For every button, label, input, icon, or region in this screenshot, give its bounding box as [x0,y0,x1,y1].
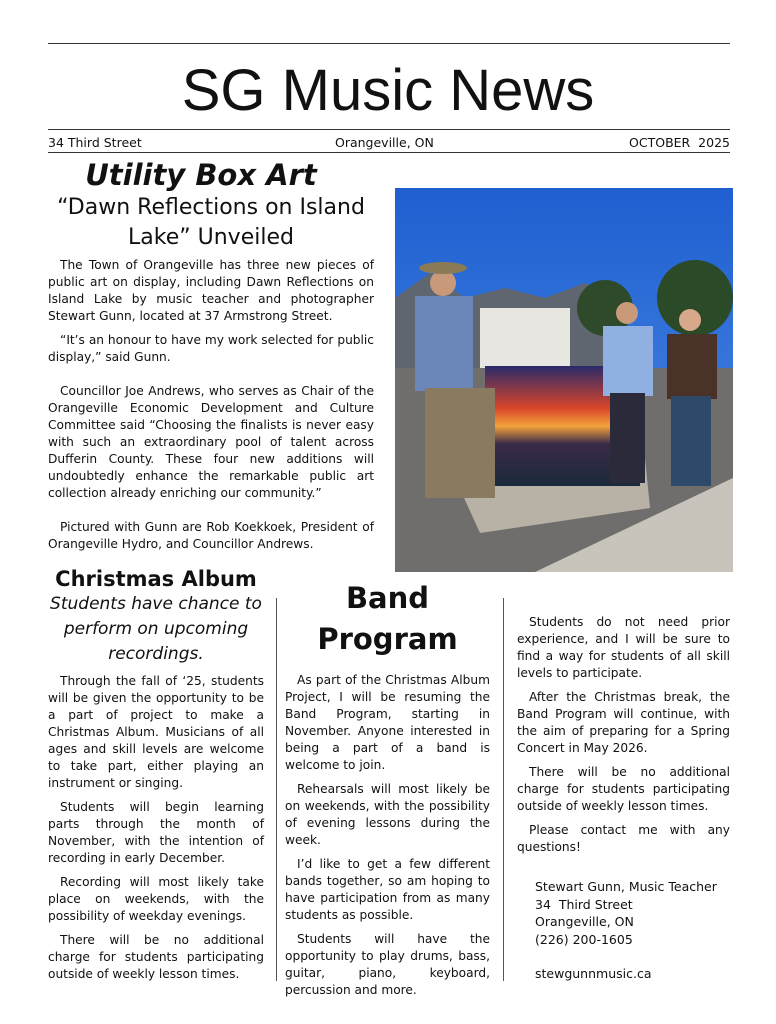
address: 34 Third Street [48,135,142,150]
paragraph: Please contact me with any questions! [517,823,730,854]
article-subheading: Students have chance to perform on upcoming recordings. [50,594,262,664]
info-rule-bottom [48,152,730,153]
paragraph: Students will have the opportunity to play drums, bass, guitar, piano, keyboard, percussion and more. [285,932,490,997]
info-rule-top [48,129,730,130]
contact-phone: (226) 200-1605 [535,931,633,947]
article-heading: Band Program [317,581,458,656]
column-divider [503,598,504,981]
city: Orangeville, ON [335,135,434,150]
paragraph: Pictured with Gunn are Rob Koekkoek, President of Orangeville Hydro, and Councillor Andrews. [48,520,374,551]
paragraph: Rehearsals will most likely be on weekends, with the possibility of evening lessons during the week. [285,782,490,847]
newsletter-title: SG Music News [181,58,595,123]
paragraph: There will be no additional charge for students participating outside of weekly lesson times. [517,765,730,813]
paragraph: I’d like to get a few different bands together, so am hoping to have participation from as many students as possible. [285,857,490,922]
utility-box-photo [395,188,733,572]
article-subheading: “Dawn Reflections on Island Lake” Unveiled [57,195,365,250]
paragraph: Councillor Joe Andrews, who serves as Chair of the Orangeville Economic Development and Culture Committee said “Choosing the finalists is never easy with such an extraordinary pool of talent across Dufferin County. These four new additions will undoubtedly enhance the remarkable public art collection already enriching our community.” [48,384,374,500]
issue-date: OCTOBER 2025 [629,135,730,150]
paragraph: Through the fall of ‘25, students will be given the opportunity to be a part of project to make a Christmas Album. Musicians of all ages and skill levels are welcome to take part, either playing an instrument or singing. [48,674,264,790]
paragraph: Recording will most likely take place on weekends, with the possibility of weekday evenings. [48,875,264,923]
paragraph: Students do not need prior experience, and I will be sure to find a way for students of all skill levels to participate. [517,615,730,680]
column-divider [276,598,277,981]
contact-website[interactable]: stewgunnmusic.ca [535,966,652,981]
article-heading: Utility Box Art [85,158,317,192]
contact-city: Orangeville, ON [535,914,634,929]
paragraph: There will be no additional charge for students participating outside of weekly lesson times. [48,933,264,981]
paragraph: “It’s an honour to have my work selected for public display,” said Gunn. [48,333,374,364]
paragraph: As part of the Christmas Album Project, I will be resuming the Band Program, starting in November. Anyone interested in being a part of a band is welcome to join. [285,673,490,772]
christmas-album-article [48,566,264,983]
contact-name: Stewart Gunn, Music Teacher [535,879,717,894]
band-program-continued [517,614,730,983]
utility-box-article [48,157,374,553]
band-program-article [285,578,490,999]
paragraph: After the Christmas break, the Band Program will continue, with the aim of preparing for a Spring Concert in May 2026. [517,690,730,755]
paragraph: Students will begin learning parts through the month of November, with the intention of recording in early December. [48,800,264,865]
article-heading: Christmas Album [55,567,257,591]
contact-street: 34 Third Street [535,896,633,912]
top-rule [48,43,730,44]
paragraph: The Town of Orangeville has three new pieces of public art on display, including Dawn Reflections on Island Lake by music teacher and photographer Stewart Gunn, located at 37 Armstrong Street. [48,258,374,323]
contact-block [535,878,730,983]
